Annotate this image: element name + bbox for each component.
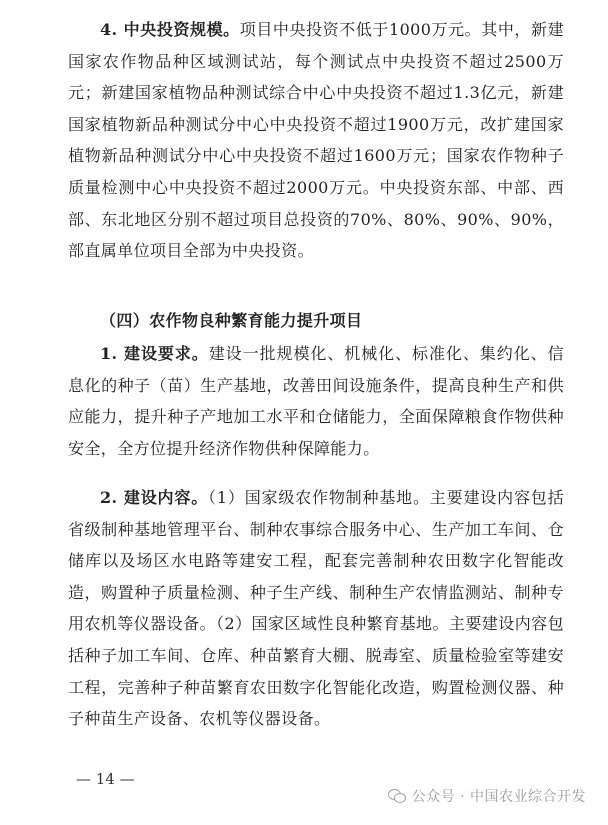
paragraph-lead-requirements: 1. 建设要求。 xyxy=(100,344,209,363)
watermark-text: 公众号 · 中国农业综合开发 xyxy=(411,789,586,805)
watermark xyxy=(388,786,586,806)
wechat-icon xyxy=(388,788,406,804)
paragraph-body-requirements: 建设一批规模化、机械化、标准化、集约化、信息化的种子（苗）生产基地，改善田间设施条件，提高良种生产和供应能力，提升种子产地加工水平和仓储能力，全面保障粮食作物供种安全，全方位提升经济作物供种保障能力。 xyxy=(68,344,564,458)
paragraph-lead-investment: 4. 中央投资规模。 xyxy=(100,20,240,39)
paragraph-lead-content: 2. 建设内容。 xyxy=(100,488,209,507)
paragraph-body-content: （1）国家级农作物制种基地。主要建设内容包括省级制种基地管理平台、制种农事综合服务中心、生产加工车间、仓储库以及场区水电路等建安工程，配套完善制种农田数字化智能改造，购置种子质量检测、种子生产线、制种生产农情监测站、制种专用农机等仪器设备。（2）国家区域性良种繁育基地。主要建设内容包括种子加工车间、仓库、种苗繁育大棚、脱毒室、质量检验室等建安工程，完善种子种苗繁育农田数字化智能化改造，购置检测仪器、种子种苗生产设备、农机等仪器设备。 xyxy=(68,488,564,729)
section-heading: （四）农作物良种繁育能力提升项目 xyxy=(100,311,363,330)
page-number: — 14 — xyxy=(76,770,135,788)
paragraph-central-investment xyxy=(68,14,564,267)
paragraph-body-investment: 项目中央投资不低于1000万元。其中，新建国家农作物品种区域测试站，每个测试点中央投资不超过2500万元；新建国家植物品种测试综合中心中央投资不超过1.3亿元，新建国家植物新品种测试分中心中央投资不超过1900万元，改扩建国家植物新品种测试分中心中央投资不超过1600万元；国家农作物种子质量检测中心中央投资不超过2000万元。中央投资东部、中部、西部、东北地区分别不超过项目总投资的70%、80%、90%、90%，部直属单位项目全部为中央投资。 xyxy=(68,20,564,261)
paragraph-construction-content xyxy=(68,482,564,735)
paragraph-requirements xyxy=(68,338,564,464)
